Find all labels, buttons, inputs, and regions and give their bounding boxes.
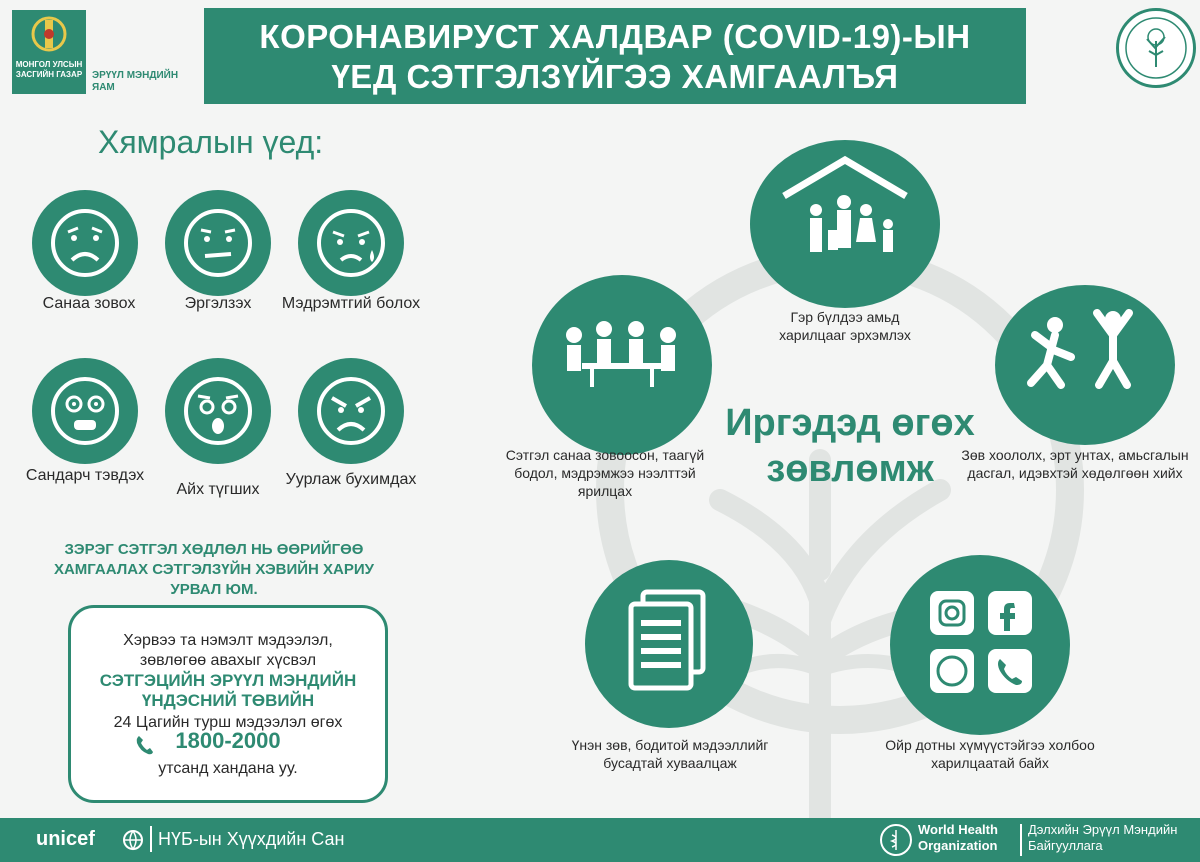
center-name-line1: СЭТГЭЦИЙН ЭРҮҮЛ МЭНДИЙН (99, 671, 357, 690)
footer-divider (1020, 824, 1022, 856)
emotion-label-worry: Санаа зовох (42, 295, 136, 312)
title-band (204, 8, 1026, 104)
page-title-line1: КОРОНАВИРУСТ ХАЛДВАР (COVID-19)-ЫН (259, 18, 971, 55)
mental-health-center-seal-icon (1116, 8, 1196, 88)
footer-divider (150, 826, 152, 852)
phone-icon (135, 734, 155, 756)
info-line-4: утсанд хандана уу. (158, 760, 298, 777)
advice-caption-family: Гэр бүлдээ амьд харилцааг эрхэмлэх (779, 309, 911, 343)
government-logo-block (12, 10, 202, 98)
angry-face-icon (298, 358, 404, 464)
family-home-icon (750, 140, 940, 308)
info-line-1: Хэрвээ та нэмэлт мэдээлэл, (123, 632, 333, 649)
confused-face-icon (165, 190, 271, 296)
footer (0, 818, 1200, 862)
header (0, 0, 1200, 112)
government-name: МОНГОЛ УЛСЫН ЗАСГИЙН ГАЗАР (15, 60, 83, 79)
info-line-2: зөвлөгөө авахыг хүсвэл (139, 652, 317, 669)
documents-icon (585, 560, 753, 728)
hotline-row (71, 728, 385, 758)
soyombo-emblem-icon (12, 10, 86, 60)
worried-face-icon (32, 190, 138, 296)
who-emblem-icon (880, 824, 912, 856)
hotline-number[interactable]: 1800-2000 (175, 728, 281, 753)
unicef-logo-text: unicef (36, 828, 95, 850)
government-emblem (12, 10, 86, 94)
page-title-line2: ҮЕД СЭТГЭЛЗҮЙГЭЭ ХАМГААЛЪЯ (331, 58, 899, 95)
unicef-globe-icon (122, 829, 144, 851)
advice-caption-exercise: Зөв хоололх, эрт унтах, амьсгалын дасгал, идэвхтэй хөдөлгөөн хийх (961, 447, 1189, 481)
emotion-label-confused: Эргэлзэх (184, 295, 252, 312)
who-english-name: World Health Organization (918, 822, 998, 853)
unicef-mongolian-name: НҮБ-ын Хүүхдийн Сан (158, 829, 345, 849)
emotion-label-anger: Уурлаж бухимдах (285, 471, 417, 488)
ministry-name: ЭРҮҮЛ МЭНДИЙН ЯАМ (92, 70, 179, 93)
center-name-line2: ҮНДЭСНИЙ ТӨВИЙН (141, 691, 315, 710)
emotion-label-sensitive: Мэдрэмтгий болох (281, 295, 421, 312)
hotline-info-box (68, 605, 388, 803)
panicked-face-icon (32, 358, 138, 464)
advice-caption-contact: Ойр дотны хүмүүстэйгээ холбоо харилцаатай байх (885, 737, 1095, 771)
exercise-icon (995, 285, 1175, 445)
info-line-3: 24 Цагийн турш мэдээлэл өгөх (113, 714, 343, 731)
social-apps-icon (890, 555, 1070, 735)
advice-title: Иргэдэд өгөх зөвлөмж (725, 402, 975, 490)
reaction-note: ЗЭРЭГ СЭТГЭЛ ХӨДЛӨЛ НЬ ӨӨРИЙГӨӨ ХАМГААЛАХ СЭТГЭЛЗҮЙН ХЭВИЙН ХАРИУ УРВАЛ ЮМ. (53, 541, 375, 598)
crisis-title: Хямралын үед: (98, 124, 324, 160)
emotion-label-panic: Сандарч тэвдэх (25, 467, 145, 484)
group-talk-icon (532, 275, 712, 455)
who-mongolian-name: Дэлхийн Эрүүл Мэндийн Байгууллага (1028, 822, 1178, 853)
scared-face-icon (165, 358, 271, 464)
advice-caption-share: Үнэн зөв, бодитой мэдээллийг бусадтай хуваалцаж (571, 737, 769, 771)
sensitive-face-icon (298, 190, 404, 296)
advice-caption-talk: Сэтгэл санаа зовоосон, таагүй бодол, мэдрэмжээ нээлттэй ярилцах (505, 447, 705, 499)
emotion-label-fear: Айх түгших (176, 481, 260, 498)
